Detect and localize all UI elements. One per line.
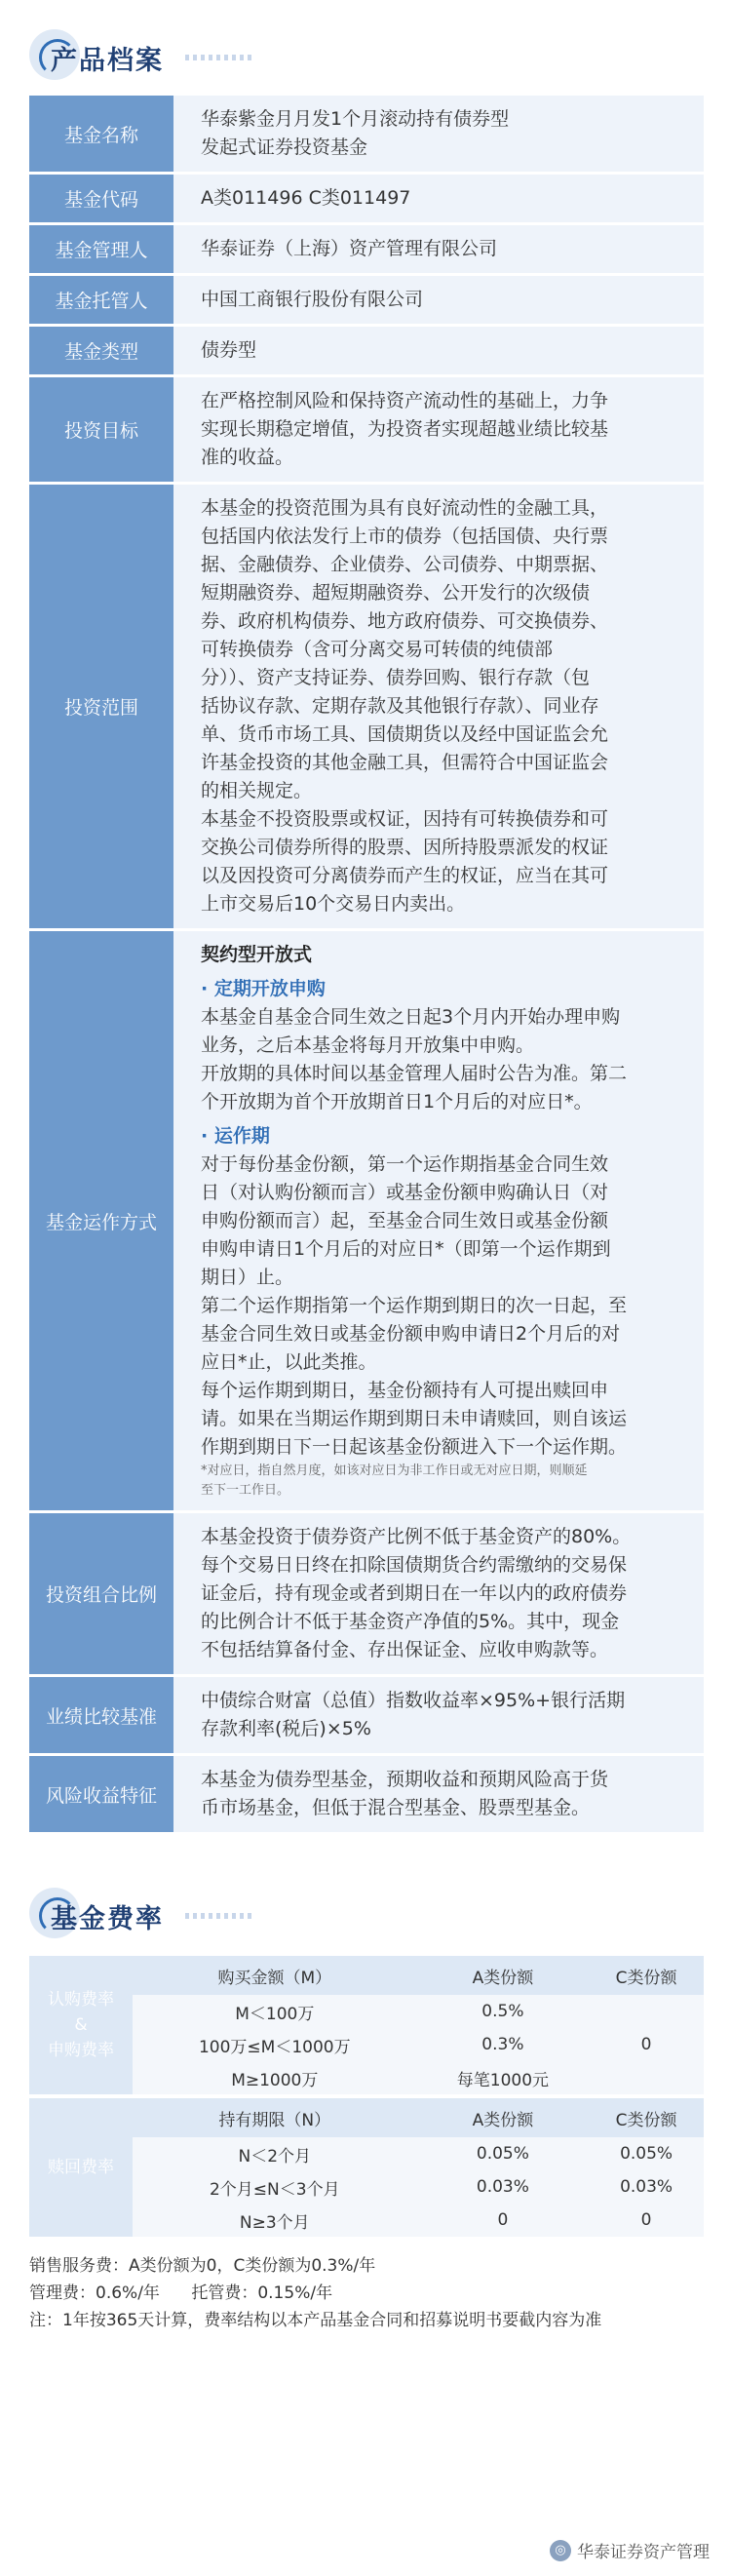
profile-row (29, 931, 704, 1513)
value-line: 本基金投资于债券资产比例不低于基金资产的80%。 (201, 1526, 632, 1547)
row-label: 基金运作方式 (29, 931, 173, 1510)
row-label: 基金管理人 (29, 225, 173, 273)
operation-heading: 契约型开放式 (201, 944, 313, 965)
value-line: 开放期的具体时间以基金管理人届时公告为准。第二 (201, 1063, 628, 1084)
value-line: 申购份额而言）起，至基金合同生效日或基金份额 (201, 1210, 609, 1231)
dotted-divider (185, 55, 253, 60)
profile-row (29, 1677, 704, 1756)
subheading-open: · 定期开放申购 (201, 978, 326, 999)
footnote-management-fee: 管理费：0.6%/年 托管费：0.15%/年 (29, 2283, 333, 2303)
group-label-line: 赎回费率 (48, 2158, 114, 2177)
value-line: 中国工商银行股份有限公司 (201, 289, 424, 310)
value-line: 中债综合财富（总值）指数收益率×95%+银行活期 (201, 1690, 626, 1711)
value-line: 本基金不投资股票或权证，因持有可转换债券和可 (201, 808, 609, 830)
fee-cell: N≥3个月 (133, 2204, 417, 2237)
watermark (550, 2538, 710, 2562)
value-line: 作期到期日下一日起该基金份额进入下一个运作期。 (201, 1436, 628, 1458)
watermark-text: 华泰证券资产管理 (577, 2543, 710, 2562)
value-line: 分））、资产支持证券、债券回购、银行存款（包 (201, 667, 591, 688)
subheading-period: · 运作期 (201, 1125, 270, 1147)
value-line: 请。如果在当期运作期到期日未申请赎回，则自该运 (201, 1408, 628, 1429)
value-line: A类011496 C类011497 (201, 187, 411, 209)
value-line: 实现长期稳定增值，为投资者实现超越业绩比较基 (201, 418, 609, 440)
fee-cell: 2个月≤N＜3个月 (133, 2170, 417, 2204)
profile-row (29, 276, 704, 327)
value-line: 上市交易后10个交易日内卖出。 (201, 893, 466, 915)
profile-table (29, 96, 704, 1835)
group-label-line: 认购费率 (48, 1990, 114, 2010)
group-label-line: 申购费率 (48, 2041, 114, 2060)
value-line: 每个交易日日终在扣除国债期货合约需缴纳的交易保 (201, 1554, 628, 1576)
value-line: 包括国内依法发行上市的债券（包括国债、央行票 (201, 526, 609, 547)
group-label-line: & (74, 2015, 88, 2035)
value-line: 以及因投资可分离债券而产生的权证，应当在其可 (201, 865, 609, 886)
fee-header-cell: 购买金额（M） (133, 1956, 417, 1995)
profile-row (29, 1756, 704, 1835)
row-value (173, 175, 704, 222)
value-line: 华泰紫金月月发1个月滚动持有债券型 (201, 108, 510, 130)
profile-row (29, 175, 704, 225)
row-value (173, 377, 704, 482)
profile-row (29, 225, 704, 276)
value-line: 交换公司债券所得的股票、因所持股票派发的权证 (201, 837, 609, 858)
footnote-note: 注：1年按365天计算，费率结构以本产品基金合同和招募说明书要截内容为准 (29, 2311, 602, 2330)
value-line: 的比例合计不低于基金资产净值的5%。其中，现金 (201, 1611, 620, 1632)
value-line: 期日）止。 (201, 1267, 294, 1288)
value-line: 括协议存款、定期存款及其他银行存款）、同业存 (201, 695, 599, 717)
fee-cell: 100万≤M＜1000万 (133, 2028, 417, 2061)
fee-header-cell: C类份额 (589, 2098, 704, 2137)
fee-table (29, 1956, 704, 2237)
row-value (173, 1756, 704, 1832)
row-label: 基金类型 (29, 327, 173, 374)
row-value (173, 1513, 704, 1674)
fee-cell: N＜2个月 (133, 2137, 417, 2170)
value-line: 证金后，持有现金或者到期日在一年以内的政府债券 (201, 1582, 628, 1604)
value-line: 应日*止，以此类推。 (201, 1351, 377, 1373)
fee-cell: M＜100万 (133, 1995, 417, 2028)
value-line: 据、金融债券、企业债券、公司债券、中期票据、 (201, 554, 609, 575)
row-label: 基金名称 (29, 96, 173, 172)
value-line: 的相关规定。 (201, 780, 313, 801)
dotted-divider (185, 1913, 253, 1919)
fee-header-row (29, 1956, 704, 1995)
section-title-profile: 产品档案 (51, 46, 164, 76)
fee-header-cell: A类份额 (417, 2098, 590, 2137)
value-line: 申购申请日1个月后的对应日*（即第一个运作期到 (201, 1238, 611, 1260)
value-line: 在严格控制风险和保持资产流动性的基础上，力争 (201, 390, 609, 411)
profile-row (29, 96, 704, 175)
section-header-profile (29, 23, 731, 82)
value-line: 基金合同生效日或基金份额申购申请日2个月后的对 (201, 1323, 621, 1345)
value-line: 本基金为债券型基金，预期收益和预期风险高于货 (201, 1769, 609, 1790)
row-value (173, 276, 704, 324)
value-line: *对应日，指自然月度，如该对应日为非工作日或无对应日期，则顺延 (201, 1464, 588, 1478)
value-line: 至下一工作日。 (201, 1483, 290, 1498)
row-label: 投资范围 (29, 485, 173, 928)
footnote-service-fee: 销售服务费：A类份额为0，C类份额为0.3%/年 (29, 2256, 376, 2276)
profile-row (29, 1513, 704, 1677)
fee-cell: 0.5% (417, 1995, 590, 2028)
fee-cell: 每笔1000元 (417, 2061, 590, 2094)
value-line: 华泰证券（上海）资产管理有限公司 (201, 238, 498, 259)
fee-header-row (29, 2098, 704, 2137)
row-value (173, 327, 704, 374)
value-line: 每个运作期到期日，基金份额持有人可提出赎回申 (201, 1380, 609, 1401)
fee-footnotes (29, 2252, 731, 2334)
value-line: 准的收益。 (201, 447, 294, 468)
fee-cell: 0 (589, 2204, 704, 2237)
value-line: 币市场基金，但低于混合型基金、股票型基金。 (201, 1797, 591, 1818)
row-value (173, 931, 704, 1510)
profile-row (29, 377, 704, 485)
row-label: 投资目标 (29, 377, 173, 482)
fee-cell: 0.3% (417, 2028, 590, 2061)
fee-header-cell: 持有期限（N） (133, 2098, 417, 2137)
section-header-fees (29, 1882, 731, 1940)
value-line: 可转换债券（含可分离交易可转债的纯债部 (201, 639, 554, 660)
value-line: 个开放期为首个开放期首日1个月后的对应日*。 (201, 1091, 593, 1112)
value-line: 业务，之后本基金将每月开放集中申购。 (201, 1034, 535, 1056)
fee-header-cell: C类份额 (589, 1956, 704, 1995)
fee-group-label (29, 1956, 133, 2094)
fee-cell: 0.03% (589, 2170, 704, 2204)
row-label: 基金代码 (29, 175, 173, 222)
row-label: 业绩比较基准 (29, 1677, 173, 1753)
wechat-icon: ◎ (550, 2540, 571, 2561)
value-line: 第二个运作期指第一个运作期到期日的次一日起，至 (201, 1295, 628, 1316)
fee-cell: 0 (417, 2204, 590, 2237)
value-line: 发起式证券投资基金 (201, 137, 368, 158)
row-value (173, 96, 704, 172)
profile-row (29, 327, 704, 377)
row-label: 基金托管人 (29, 276, 173, 324)
value-line: 存款利率(税后)×5% (201, 1718, 371, 1739)
fee-cell: 0.05% (417, 2137, 590, 2170)
fee-cell: 0.03% (417, 2170, 590, 2204)
row-label: 投资组合比例 (29, 1513, 173, 1674)
fee-cell-c: 0 (589, 1995, 704, 2094)
fee-cell: 0.05% (589, 2137, 704, 2170)
value-line: 单、货币市场工具、国债期货以及经中国证监会允 (201, 723, 609, 745)
value-line: 短期融资券、超短期融资券、公开发行的次级债 (201, 582, 591, 604)
profile-row (29, 485, 704, 931)
row-value (173, 485, 704, 928)
fee-header-cell: A类份额 (417, 1956, 590, 1995)
value-line: 对于每份基金份额，第一个运作期指基金合同生效 (201, 1153, 609, 1175)
fee-cell: M≥1000万 (133, 2061, 417, 2094)
fee-group-label (29, 2098, 133, 2237)
value-line: 许基金投资的其他金融工具，但需符合中国证监会 (201, 752, 609, 773)
value-line: 日（对认购份额而言）或基金份额申购确认日（对 (201, 1182, 609, 1203)
row-label: 风险收益特征 (29, 1756, 173, 1832)
row-value (173, 225, 704, 273)
value-line: 券、政府机构债券、地方政府债券、可交换债券、 (201, 610, 609, 632)
value-line: 债券型 (201, 339, 257, 361)
section-title-fees: 基金费率 (51, 1904, 164, 1934)
value-line: 本基金自基金合同生效之日起3个月内开始办理申购 (201, 1006, 621, 1028)
row-value (173, 1677, 704, 1753)
value-line: 不包括结算备付金、存出保证金、应收申购款等。 (201, 1639, 609, 1660)
value-line: 本基金的投资范围为具有良好流动性的金融工具， (201, 497, 609, 519)
